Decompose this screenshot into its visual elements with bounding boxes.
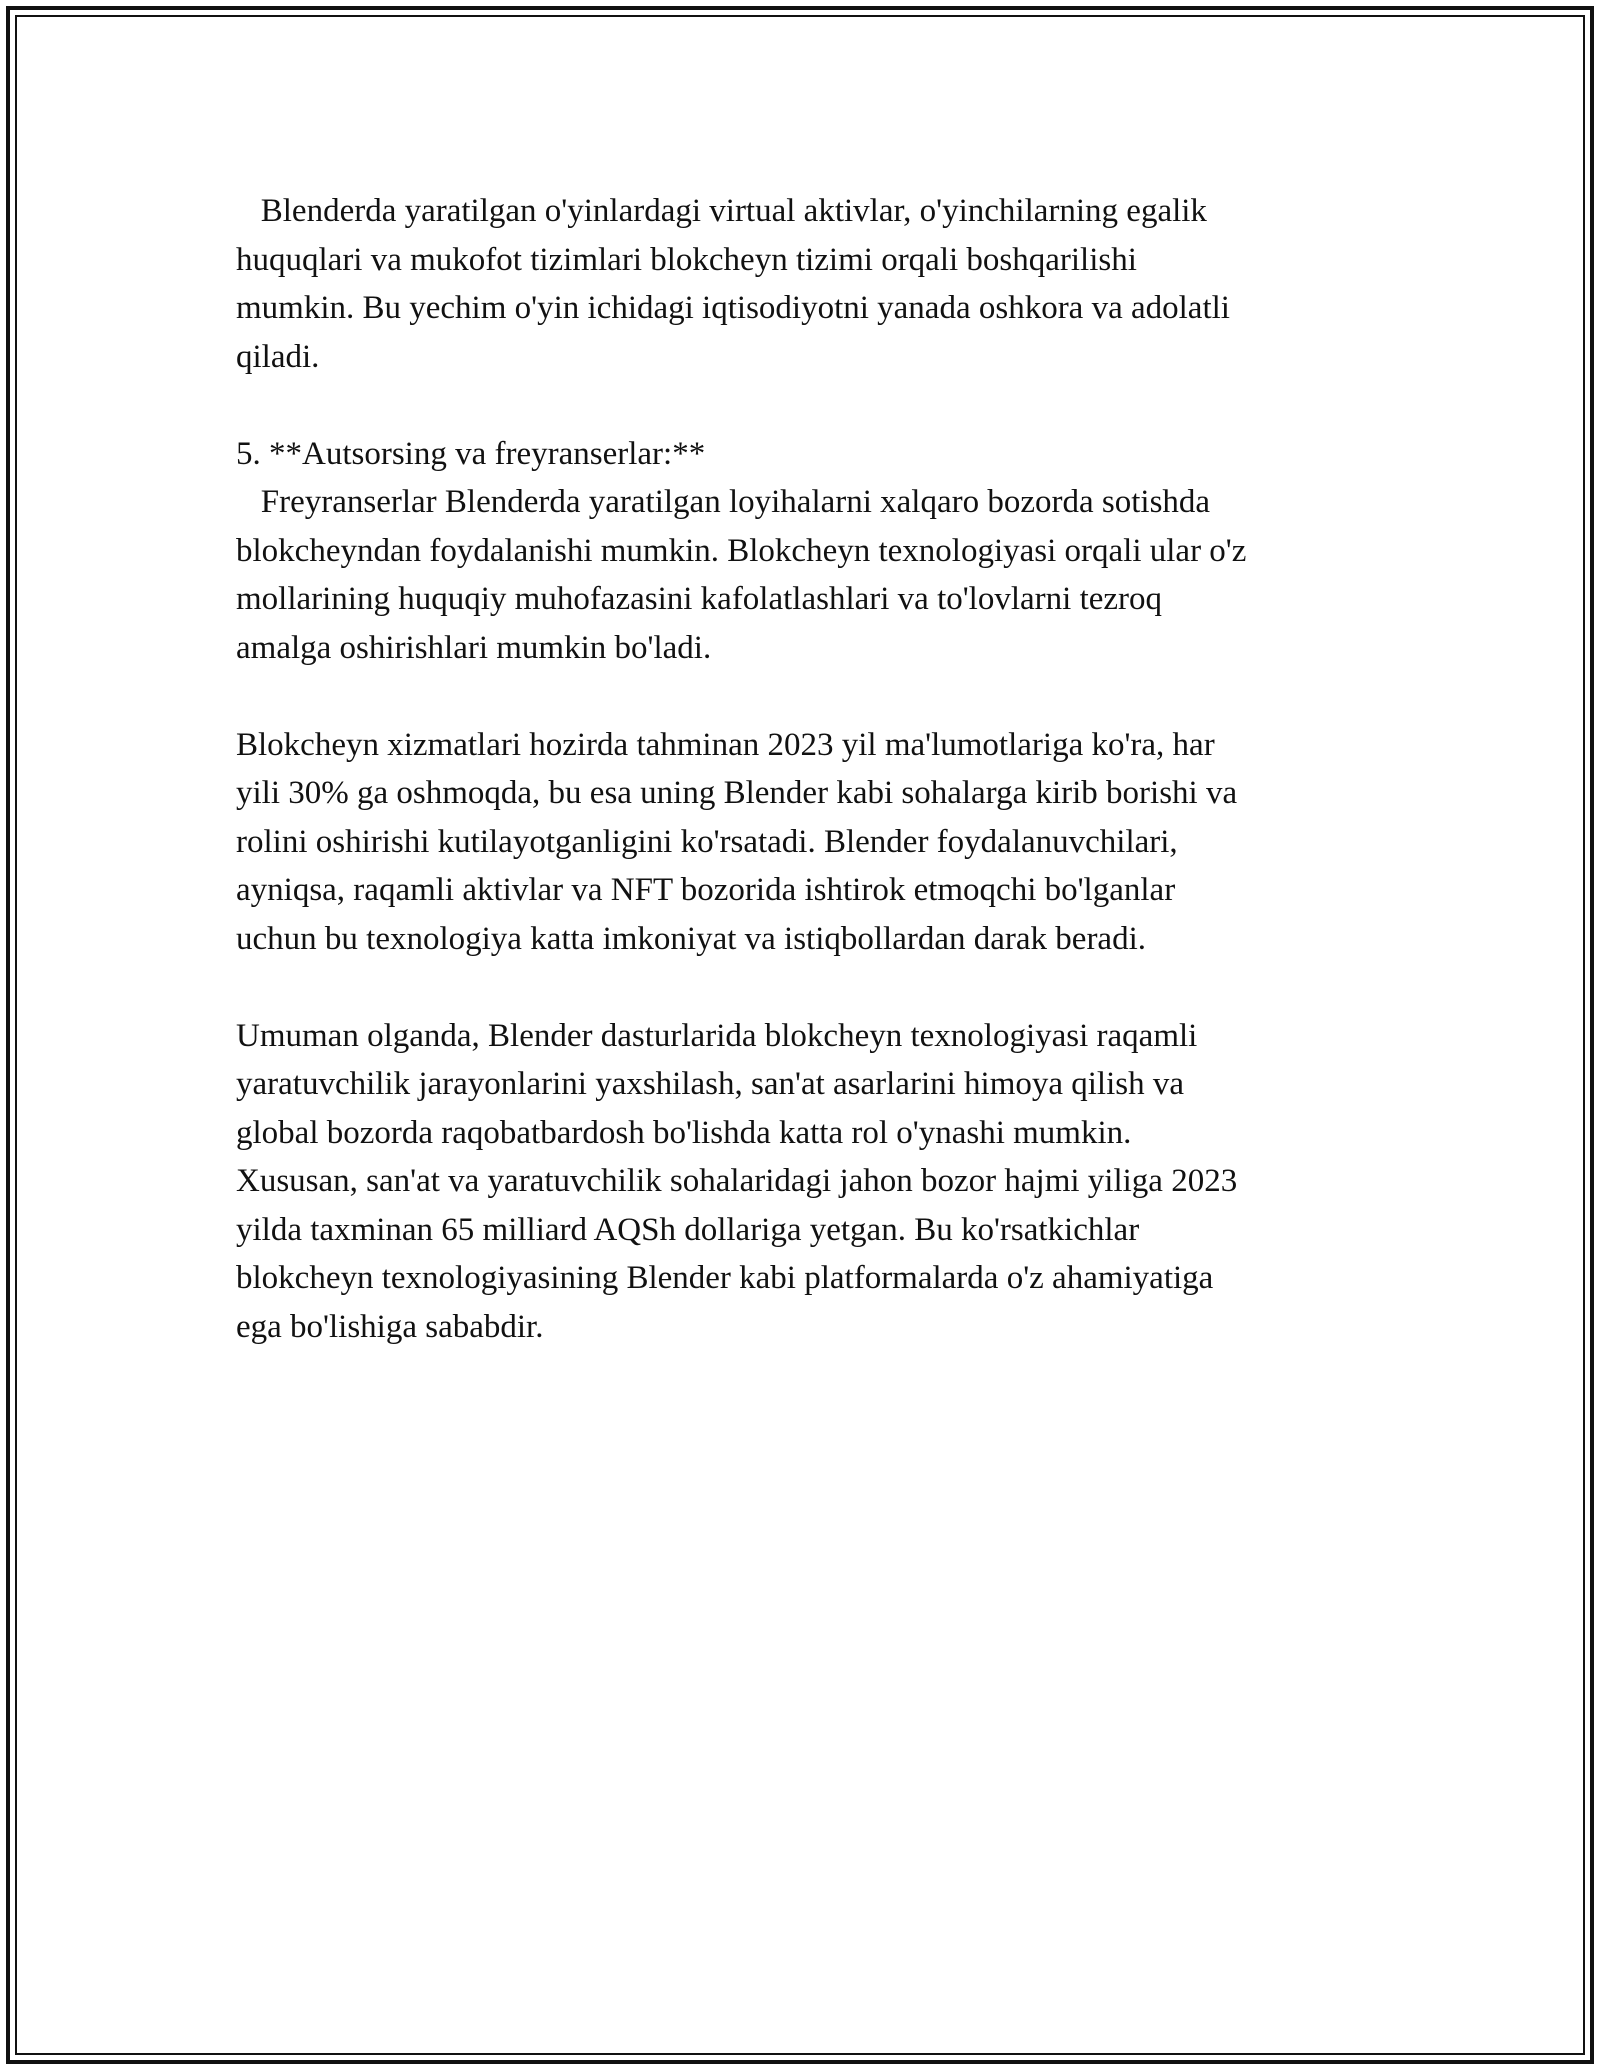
paragraph-spacer	[236, 672, 1366, 721]
paragraph-conclusion	[236, 1012, 1366, 1352]
text-line: amalga oshirishlari mumkin bo'ladi.	[236, 629, 712, 666]
text-line: qiladi.	[236, 338, 320, 375]
text-line: uchun bu texnologiya katta imkoniyat va istiqbollardan darak beradi.	[236, 920, 1146, 957]
paragraph-blockchain-growth	[236, 721, 1366, 964]
paragraph-outsourcing-freelancers	[236, 430, 1366, 673]
text-line: ega bo'lishiga sababdir.	[236, 1308, 544, 1345]
text-line: global bozorda raqobatbardosh bo'lishda katta rol o'ynashi mumkin.	[236, 1114, 1132, 1151]
text-line: yaratuvchilik jarayonlarini yaxshilash, san'at asarlarini himoya qilish va	[236, 1066, 1185, 1102]
text-line: blokcheyndan foydalanishi mumkin. Blokcheyn texnologiyasi orqali ular o'z	[236, 532, 1247, 569]
text-line: rolini oshirishi kutilayotganligini ko'rsatadi. Blender foydalanuvchilari,	[236, 823, 1178, 860]
text-line: Umuman olganda, Blender dasturlarida blokcheyn texnologiyasi raqamli	[236, 1017, 1198, 1054]
text-line: ayniqsa, raqamli aktivlar va NFT bozorida ishtirok etmoqchi bo'lganlar	[236, 872, 1176, 908]
paragraph-virtual-assets	[236, 187, 1366, 381]
text-line: huquqlari va mukofot tizimlari blokcheyn tizimi orqali boshqarilishi	[236, 241, 1137, 278]
text-line: Blenderda yaratilgan o'yinlardagi virtual aktivlar, o'yinchilarning egalik	[236, 193, 1207, 229]
text-line: Blokcheyn xizmatlari hozirda tahminan 2023 yil ma'lumotlariga ko'ra, har	[236, 726, 1215, 763]
text-line: mumkin. Bu yechim o'yin ichidagi iqtisodiyotni yanada oshkora va adolatli	[236, 290, 1230, 326]
text-line: yilda taxminan 65 milliard AQSh dollariga yetgan. Bu ko'rsatkichlar	[236, 1211, 1140, 1248]
text-line: Xususan, san'at va yaratuvchilik sohalaridagi jahon bozor hajmi yiliga 2023	[236, 1163, 1238, 1199]
paragraph-spacer	[236, 963, 1366, 1012]
text-line: blokcheyn texnologiyasining Blender kabi platformalarda o'z ahamiyatiga	[236, 1260, 1214, 1296]
document-body	[236, 187, 1366, 1351]
text-line: Freyranserlar Blenderda yaratilgan loyihalarni xalqaro bozorda sotishda	[236, 484, 1211, 520]
paragraph-spacer	[236, 381, 1366, 430]
text-line: mollarining huquqiy muhofazasini kafolatlashlari va to'lovlarni tezroq	[236, 581, 1163, 617]
section-heading: 5. **Autsorsing va freyranserlar:**	[236, 435, 706, 472]
text-line: yili 30% ga oshmoqda, bu esa uning Blender kabi sohalarga kirib borishi va	[236, 775, 1238, 811]
